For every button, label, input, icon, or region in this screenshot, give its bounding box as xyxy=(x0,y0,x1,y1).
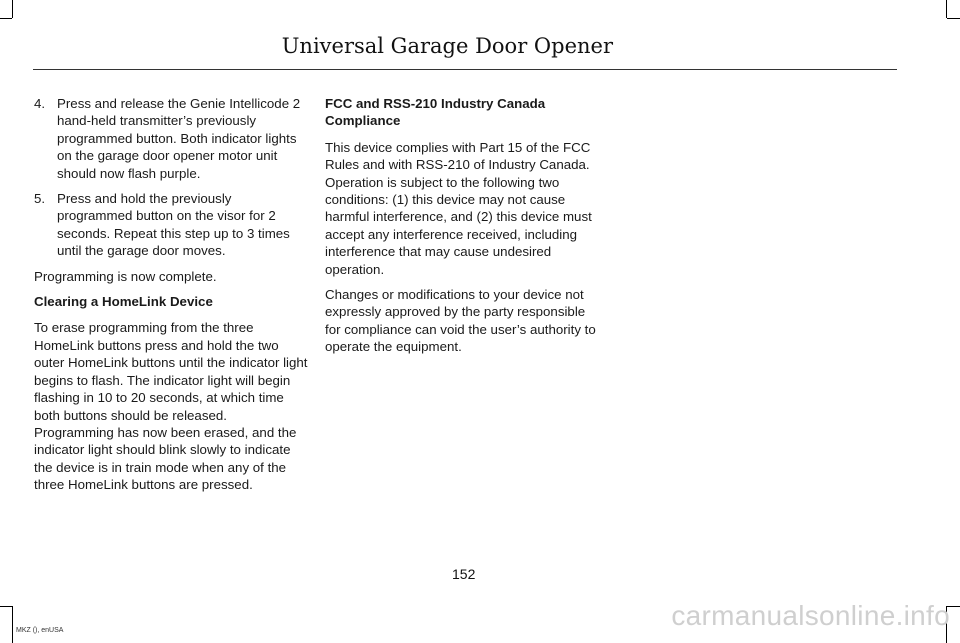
step-text: Press and hold the previously programmed button on the visor for 2 seconds. Repeat this step up to 3 times until the garage door moves. xyxy=(57,191,290,259)
header-divider xyxy=(33,69,897,70)
left-column xyxy=(34,95,309,502)
step-text: Press and release the Genie Intellicode 2 hand-held transmitter’s previously programmed button. Both indicator lights on the garage door opener motor unit should now flash purple. xyxy=(57,96,301,181)
crop-mark-top-left xyxy=(12,0,13,18)
watermark: carmanualsonline.info xyxy=(671,600,950,631)
crop-mark-bottom-left xyxy=(0,606,12,607)
clearing-body: To erase programming from the three HomeLink buttons press and hold the two outer HomeLink buttons until the indicator light begins to flash. The indicator light will begin flashing in 10 to 20 seconds, at which time both buttons should be released. Programming has now been erased, and the indicator light should blink slowly to indicate the device is in train mode when any of the three HomeLink buttons are pressed. xyxy=(34,320,308,493)
programming-complete-text: Programming is now complete. xyxy=(34,268,217,284)
step-number: 5. xyxy=(34,191,46,207)
crop-mark-top-right xyxy=(946,0,947,18)
fcc-paragraph-2: Changes or modifications to your device not expressly approved by the party responsible for compliance can void the user’s authority to operate the equipment. xyxy=(325,287,596,355)
list-item xyxy=(34,190,309,260)
fcc-paragraph-1: This device complies with Part 15 of the FCC Rules and with RSS-210 of Industry Canada. Operation is subject to the following two conditions: (1) this device may not cause harmful interference, and (2) this device must accept any interference received, including interference that may cause undesired operation. xyxy=(325,139,592,277)
crop-mark-top-right xyxy=(947,18,960,19)
page-number: 152 xyxy=(452,566,476,582)
crop-mark-top-left xyxy=(0,18,12,19)
right-column xyxy=(325,95,603,364)
page-title: Universal Garage Door Opener xyxy=(281,34,613,58)
clearing-heading: Clearing a HomeLink Device xyxy=(34,294,213,310)
crop-mark-bottom-left xyxy=(12,606,13,643)
document-code: MKZ (), enUSA xyxy=(16,627,64,634)
list-item xyxy=(34,95,309,182)
step-number: 4. xyxy=(34,96,46,111)
fcc-heading: FCC and RSS-210 Industry Canada Compliance xyxy=(325,96,546,129)
